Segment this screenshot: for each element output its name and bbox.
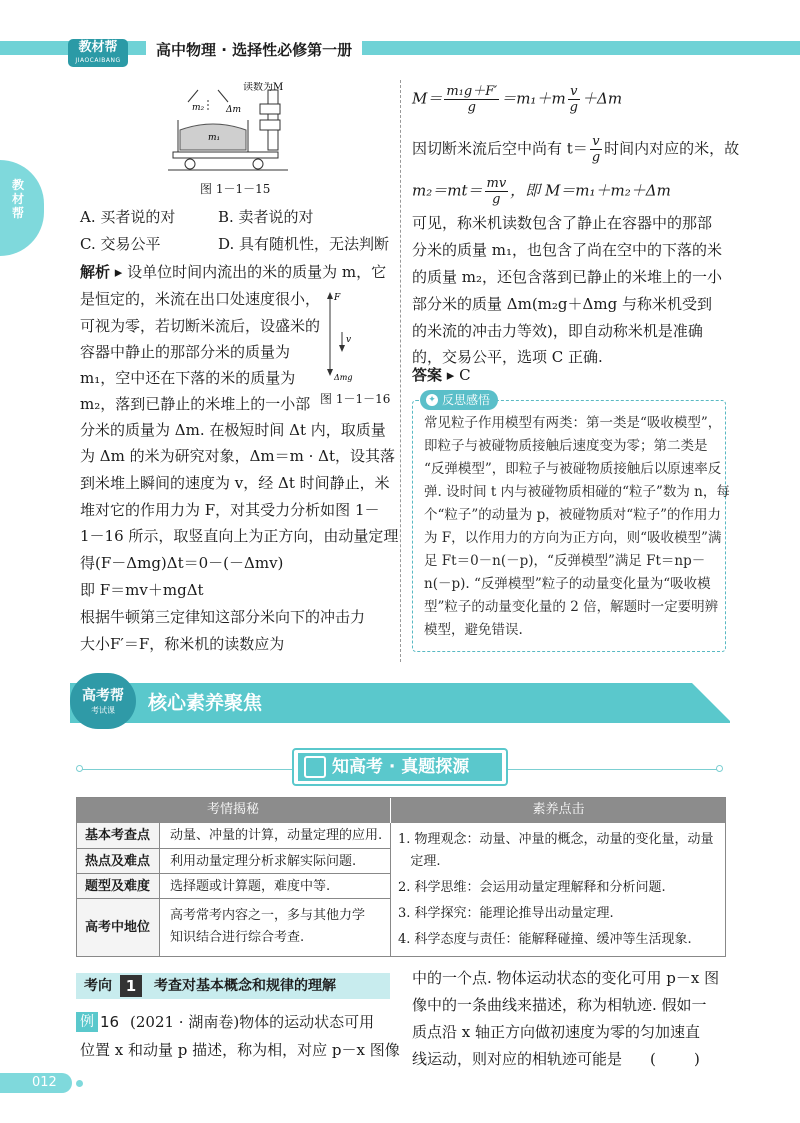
m2-label: m₂ (192, 103, 205, 113)
answer-value: C (459, 366, 471, 384)
literacy-item: 3. 科学探究：能理论推导出动量定理. (398, 906, 614, 921)
side-tab: 教材帮 (0, 160, 44, 256)
table-row-key: 热点及难点 (76, 849, 160, 874)
analysis-line: 大小F′＝F，称米机的读数应为 (80, 635, 285, 653)
question-line: 线运动，则对应的相轨迹可能是 (412, 1050, 623, 1068)
reflection-line: 模型，避免错误. (424, 622, 523, 638)
table-row-key: 高考中地位 (76, 899, 160, 957)
gravity-label: Δmg (334, 373, 353, 382)
dm-label: Δm (226, 105, 242, 115)
analysis-line: m₁，空中还在下落的米的质量为 (80, 369, 296, 387)
question-line: (2021 · 湖南卷)物体的运动状态可用 (130, 1013, 375, 1031)
reflection-line: 弹. 设时间 t 内与被碰物质相碰的“粒子”数为 n，每 (424, 484, 730, 500)
section-title: 核心素养聚焦 (148, 692, 263, 714)
reflection-line: 型”粒子的动量变化量的 2 倍，解题时一定要明辨 (424, 599, 719, 615)
topic-title: 考查对基本概念和规律的理解 (154, 978, 336, 994)
reflection-tag: ✦ 反思感悟 (420, 390, 498, 410)
m1-label: m₁ (208, 133, 221, 143)
figure-caption: 图 1－1－15 (200, 182, 271, 196)
reflection-line: 足 Ft＝0－n(－p)，“反弹模型”满足 Ft＝np－ (424, 553, 706, 569)
question-line: 像中的一条曲线来描述，称为相轨迹. 假如一 (412, 996, 707, 1014)
answer-label: 答案 (412, 366, 443, 384)
lightbulb-icon: ✦ (426, 394, 438, 406)
figure-caption: 图 1－1－16 (320, 392, 391, 406)
book-title: 高中物理 · 选择性必修第一册 (146, 39, 362, 61)
topic-number: 1 (120, 975, 142, 997)
analysis-line: 可视为零，若切断米流后，设盛米的 (80, 317, 321, 335)
section-badge: 高考帮 考试课 (70, 673, 136, 729)
analysis-line: 根据牛顿第三定律知这部分米向下的冲击力 (80, 608, 366, 626)
body-line: 的质量 m₂，还包含落到已静止的米堆上的一小 (412, 268, 723, 286)
topic-label: 考向 (84, 978, 112, 994)
analysis-label: 解析 (80, 263, 111, 281)
option-b: B. 卖者说的对 (218, 208, 314, 226)
table-row-value: 高考常考内容之一，多与其他力学 知识结合进行综合考查. (160, 899, 390, 957)
option-a: A. 买者说的对 (80, 208, 176, 226)
example-number: 16 (100, 1013, 120, 1031)
force-f-label: F (334, 293, 341, 303)
body-line: 因切断米流后空中尚有 t＝ $\frac{v}{g}$ 时间内对应的米，故 (412, 134, 740, 165)
analysis-line: m₂，落到已静止的米堆上的一小部 (80, 395, 311, 413)
column-divider (400, 80, 401, 662)
table-header-right: 素养点击 (390, 797, 726, 823)
question-line: 质点沿 x 轴正方向做初速度为零的匀加速直 (412, 1023, 700, 1041)
body-line: 的米流的冲击力等效)，即自动称米机是准确 (412, 322, 703, 340)
table-row-value: 动量、冲量的计算，动量定理的应用. (160, 823, 390, 849)
analysis-line: 到米堆上瞬间的速度为 v，经 Δt 时间静止，米 (80, 474, 390, 492)
subsection-title: 知高考 · 真题探源 (298, 753, 502, 781)
analysis-line: 是恒定的，米流在出口处速度很小， (80, 290, 321, 308)
analysis-line: 得(F－Δmg)Δt＝0－(－Δmv) (80, 554, 284, 572)
document-icon (304, 756, 326, 778)
analysis-line: 1－16 所示，取竖直向上为正方向，由动量定理 (80, 527, 399, 545)
analysis-line: 解析 ▸ 设单位时间内流出的米的质量为 m，它 (80, 263, 387, 281)
reflection-line: 为 F，以作用力的方向为正方向，则“吸收模型”满 (424, 530, 722, 546)
velocity-label: v (346, 335, 352, 345)
page-number: 012 (0, 1073, 72, 1093)
body-line: 部分米的质量 Δm(m₂g＋Δmg 与称米机受到 (412, 295, 712, 313)
question-line: 中的一个点. 物体运动状态的变化可用 p－x 图 (412, 969, 720, 987)
divider-dot (76, 765, 83, 772)
example-tag: 例 (76, 1012, 98, 1032)
body-line: 可见，称米机读数包含了静止在容器中的那部 (412, 214, 713, 232)
answer-blank: ( ) (650, 1050, 700, 1068)
option-d: D. 具有随机性，无法判断 (218, 235, 390, 253)
question-line: 位置 x 和动量 p 描述，称为相，对应 p－x 图像 (80, 1041, 400, 1059)
reflection-line: 即粒子与被碰物质接触后速度变为零；第二类是 (424, 438, 708, 454)
literacy-item: 2. 科学思维：会运用动量定理解释和分析问题. (398, 880, 666, 895)
literacy-item: 1. 物理观念：动量、冲量的概念，动量的变化量，动量 (398, 832, 714, 847)
analysis-line: 分米的质量为 Δm. 在极短时间 Δt 内，取质量 (80, 421, 386, 439)
divider-dot (716, 765, 723, 772)
analysis-line: 堆对它的作用力为 F，对其受力分析如图 1－ (80, 501, 380, 519)
table-row-key: 题型及难度 (76, 874, 160, 899)
body-line: 分米的质量 m₁，也包含了尚在空中的下落的米 (412, 241, 723, 259)
reflection-line: 常见粒子作用模型有两类：第一类是“吸收模型”， (424, 415, 722, 431)
reflection-line: 个“粒子”的动量为 p，被碰物质对“粒子”的作用力 (424, 507, 722, 523)
rice-scale-figure (168, 82, 308, 182)
table-row-value: 选择题或计算题，难度中等. (160, 874, 390, 899)
reading-label: 读数为M (243, 82, 284, 93)
brand-logo: 教材帮 JIAOCAIBANG (68, 39, 128, 67)
table-header-left: 考情揭秘 (76, 797, 390, 823)
formula-m: M＝ $\frac{\text{m₁g＋F′}}{g}$ ＝m₁＋m $\frac{v}{g}$ ＋Δm (412, 84, 623, 115)
analysis-line: 容器中静止的那部分米的质量为 (80, 343, 291, 361)
option-c: C. 交易公平 (80, 235, 161, 253)
reflection-line: n(－p). “反弹模型”粒子的动量变化量为“吸收模 (424, 576, 711, 592)
table-row-value: 利用动量定理分析求解实际问题. (160, 849, 390, 874)
literacy-item: 定理. (398, 854, 441, 869)
answer-line: 答案 ▸ C (412, 366, 471, 384)
force-diagram (320, 292, 360, 382)
table-row-key: 基本考查点 (76, 823, 160, 849)
reflection-line: “反弹模型”，即粒子与被碰物质接触后以原速率反 (424, 461, 722, 477)
literacy-item: 4. 科学态度与责任：能解释碰撞、缓冲等生活现象. (398, 932, 692, 947)
formula-m2: m₂＝mt＝ $\frac{mv}{g}$ ，即 M＝m₁＋m₂＋Δm (412, 176, 671, 207)
footer-dot (76, 1080, 83, 1087)
body-line: 的，交易公平，选项 C 正确. (412, 348, 603, 366)
analysis-line: 即 F＝mv＋mgΔt (80, 581, 204, 599)
analysis-line: 为 Δm 的米为研究对象，Δm＝m · Δt，设其落 (80, 447, 396, 465)
